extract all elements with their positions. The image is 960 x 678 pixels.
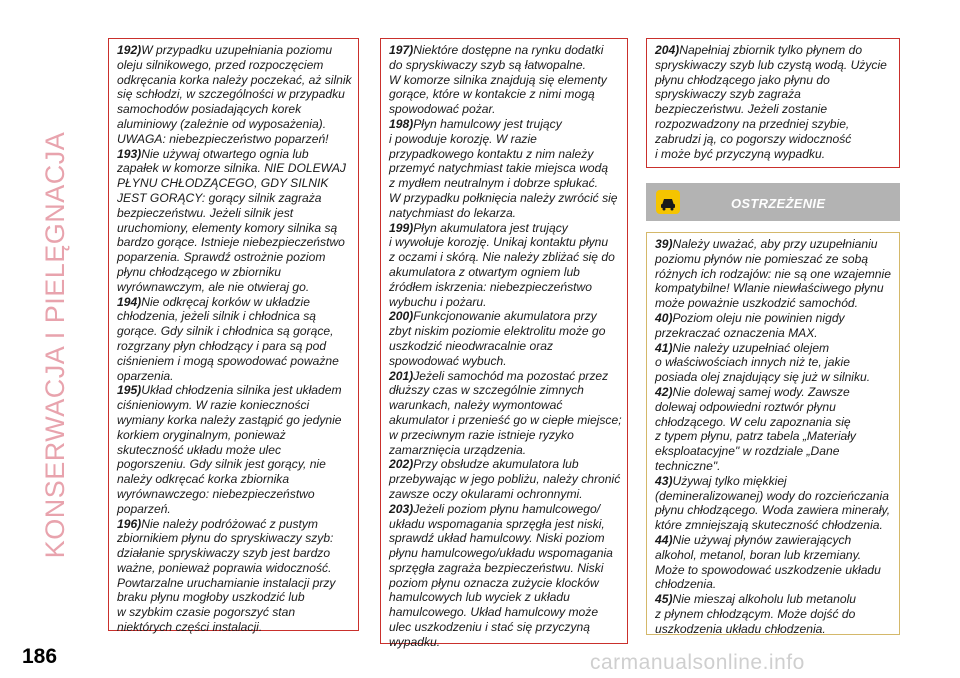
note-text: Nie odkręcaj korków w układzie chłodzenia, jeżeli silnik i chłodnica są gorące. Gdy silnik i chłodnica są gorące, rozgrzany płyn chłodzący i para są pod ciśnieniem i mogą spowodować poważne oparzenia. <box>117 294 339 383</box>
note-text: Nie dolewaj samej wody. Zawsze dolewaj odpowiedni roztwór płynu chłodzącego. W celu zapoznania się z typem płynu, patrz tabela „Materiały eksploatacyjne" w rozdziale „Dane techniczne". <box>655 384 856 473</box>
warning-title: OSTRZEŻENIE <box>731 196 826 211</box>
note-paragraph <box>655 237 899 311</box>
note-text: Nie należy uzupełniać olejem o właściwościach innych niż te, jakie posiada olej znajdujący się już w silniku. <box>655 340 871 385</box>
note-paragraph <box>655 341 899 385</box>
notes-column-2 <box>380 38 628 649</box>
note-text: Układ chłodzenia silnika jest układem ciśnieniowym. W razie konieczności wymiany korka należy zastąpić go jedynie korkiem oryginalnym, ponieważ skuteczność układu może ulec pogorszeniu. Gdy silnik jest gorący, nie należy odkręcać korka zbiornika wyrównawczego: niebezpieczeństwo poparzeń. <box>117 383 342 516</box>
page-number: 186 <box>22 645 58 668</box>
note-text: Nie używaj otwartego ognia lub zapałek w komorze silnika. NIE DOLEWAJ PŁYNU CHŁODZĄCEGO, GDY SILNIK JEST GORĄCY: gorący silnik zagraża bezpieczeństwu. Jeżeli silnik jest uruchomiony, elementy komory silnika są bardzo gorące. Istnieje niebezpieczeństwo poparzenia. Sprawdź ostrożnie poziom płynu chłodzącego w zbiorniku wyrównawczym, ale nie otwieraj go. <box>117 146 346 294</box>
note-text: Nie używaj płynów zawierających alkohol, metanol, boran lub krzemiany. Może to spowodować uszkodzenie układu chłodzenia. <box>655 532 881 592</box>
note-number: 204) <box>655 43 680 57</box>
note-number: 41) <box>655 340 673 355</box>
note-paragraph <box>655 43 899 161</box>
note-number: 39) <box>655 237 673 251</box>
note-text: Jeżeli samochód ma pozostać przez dłuższy czas w szczególnie zimnych warunkach, należy wymontować akumulator i przenieść go w ciepłe miejsce; w przeciwnym razie istnieje ryzyko zamarznięcia urządzenia. <box>389 368 622 457</box>
note-text: Płyn akumulatora jest trujący i wywołuje korozję. Unikaj kontaktu płynu z oczami i skórą. Nie należy zbliżać się do akumulatora z otwartym ogniem lub źródłem iskrzenia: niebezpieczeństwo wybuchu i pożaru. <box>389 220 615 309</box>
note-number: 192) <box>117 43 142 57</box>
note-number: 193) <box>117 146 142 161</box>
note-text: Przy obsłudze akumulatora lub przebywając w jego pobliżu, należy chronić zawsze oczy okularami ochronnymi. <box>389 457 621 501</box>
note-paragraph <box>655 385 899 474</box>
note-paragraph <box>655 311 899 341</box>
note-number: 200) <box>389 309 414 324</box>
note-text: Należy uważać, aby przy uzupełnianiu poziomu płynów nie pomieszać ze sobą różnych ich rodzajów: nie są one wzajemnie kompatybilne! Wlanie niewłaściwego płynu może poważnie uszkodzić samochód. <box>655 237 891 311</box>
note-paragraph <box>389 457 627 501</box>
note-text: Nie należy podróżować z pustym zbiornikiem płynu do spryskiwaczy szyb: działanie spryskiwaczy szyb jest bardzo ważne, ponieważ poprawia widoczność. Powtarzalne uruchamianie instalacji przy braku płynu mogłoby uszkodzić lub w szybkim czasie pogorszyć stan niektórych części instalacji. <box>117 516 336 635</box>
note-paragraph <box>389 369 627 458</box>
note-paragraph <box>117 517 358 635</box>
note-text: Używaj tylko miękkiej (demineralizowanej) wody do rozcieńczania płynu chłodzącego. Woda zawiera minerały, które zmniejszają skuteczność chłodzenia. <box>655 473 891 533</box>
note-paragraph <box>389 221 627 310</box>
note-text: Funkcjonowanie akumulatora przy zbyt niskim poziomie elektrolitu może go uszkodzić nieodwracalnie oraz spowodować wybuch. <box>389 309 606 368</box>
note-paragraph <box>389 502 627 650</box>
note-number: 198) <box>389 116 414 131</box>
note-number: 40) <box>655 310 673 325</box>
note-paragraph <box>117 147 358 295</box>
note-number: 203) <box>389 501 414 516</box>
note-number: 44) <box>655 532 673 547</box>
note-text: Płyn hamulcowy jest trujący i powoduje korozję. W razie przypadkowego kontaktu z nim należy przemyć natychmiast takie miejsca wodą z mydłem neutralnym i dobrze spłukać. W przypadku połknięcia należy zwrócić się natychmiast do lekarza. <box>389 116 618 220</box>
notes-column-3 <box>646 38 900 168</box>
note-text: Jeżeli poziom płynu hamulcowego/ układu wspomagania sprzęgła jest niski, sprawdź układ hamulcowy. Niski poziom płynu hamulcowego/układu wspomagania sprzęgła zagraża bezpieczeństwu. Niski poziom płynu oznacza zużycie klocków hamulcowych lub wyciek z układu hamulcowego. Układ hamulcowy może ulec uszkodzeniu i stać się przyczyną wypadku. <box>389 501 613 649</box>
note-number: 43) <box>655 473 673 488</box>
note-paragraph <box>117 43 358 147</box>
note-paragraph <box>117 295 358 384</box>
warning-banner <box>646 183 900 221</box>
note-paragraph <box>655 533 899 592</box>
note-paragraph <box>389 309 627 368</box>
note-text: Niektóre dostępne na rynku dodatki do spryskiwaczy szyb są łatwopalne. W komorze silnika znajdują się elementy gorące, które w kontakcie z nimi mogą spowodować pożar. <box>389 43 607 117</box>
note-paragraph <box>117 383 358 516</box>
notes-column-1 <box>108 38 359 635</box>
note-number: 196) <box>117 516 142 531</box>
note-number: 202) <box>389 457 414 472</box>
note-number: 45) <box>655 592 673 607</box>
car-warning-icon <box>656 190 680 214</box>
note-paragraph <box>389 117 627 221</box>
note-text: Napełniaj zbiornik tylko płynem do spryskiwaczy szyb lub czystą wodą. Użycie płynu chłodzącego jako płynu do spryskiwaczy szyb zagraża bezpieczeństwu. Jeżeli zostanie rozpozwadzony na przedniej szybie, zabrudzi ją, co pogorszy widoczność i może być przyczyną wypadku. <box>655 43 887 161</box>
note-paragraph <box>655 592 899 636</box>
note-number: 195) <box>117 383 142 398</box>
note-text: Nie mieszaj alkoholu lub metanolu z płynem chłodzącym. Może dojść do uszkodzenia układu chłodzenia. <box>655 592 857 636</box>
note-number: 42) <box>655 384 673 399</box>
note-number: 197) <box>389 43 414 57</box>
note-number: 194) <box>117 294 142 309</box>
warning-column <box>646 232 900 635</box>
note-number: 201) <box>389 368 414 383</box>
note-number: 199) <box>389 220 414 235</box>
section-title: KONSERWACJA I PIELĘGNACJA <box>40 131 70 559</box>
note-text: Poziom oleju nie powinien nigdy przekraczać oznaczenia MAX. <box>655 310 845 340</box>
note-paragraph <box>655 474 899 533</box>
note-paragraph <box>389 43 627 117</box>
note-text: W przypadku uzupełniania poziomu oleju silnikowego, przed rozpoczęciem odkręcania korka należy poczekać, aż silnik się schłodzi, w szczególności w przypadku samochodów posiadających korek aluminiowy (zależnie od wyposażenia). UWAGA: niebezpieczeństwo poparzeń! <box>117 43 352 146</box>
watermark: carmanualsonline.info <box>590 651 805 674</box>
